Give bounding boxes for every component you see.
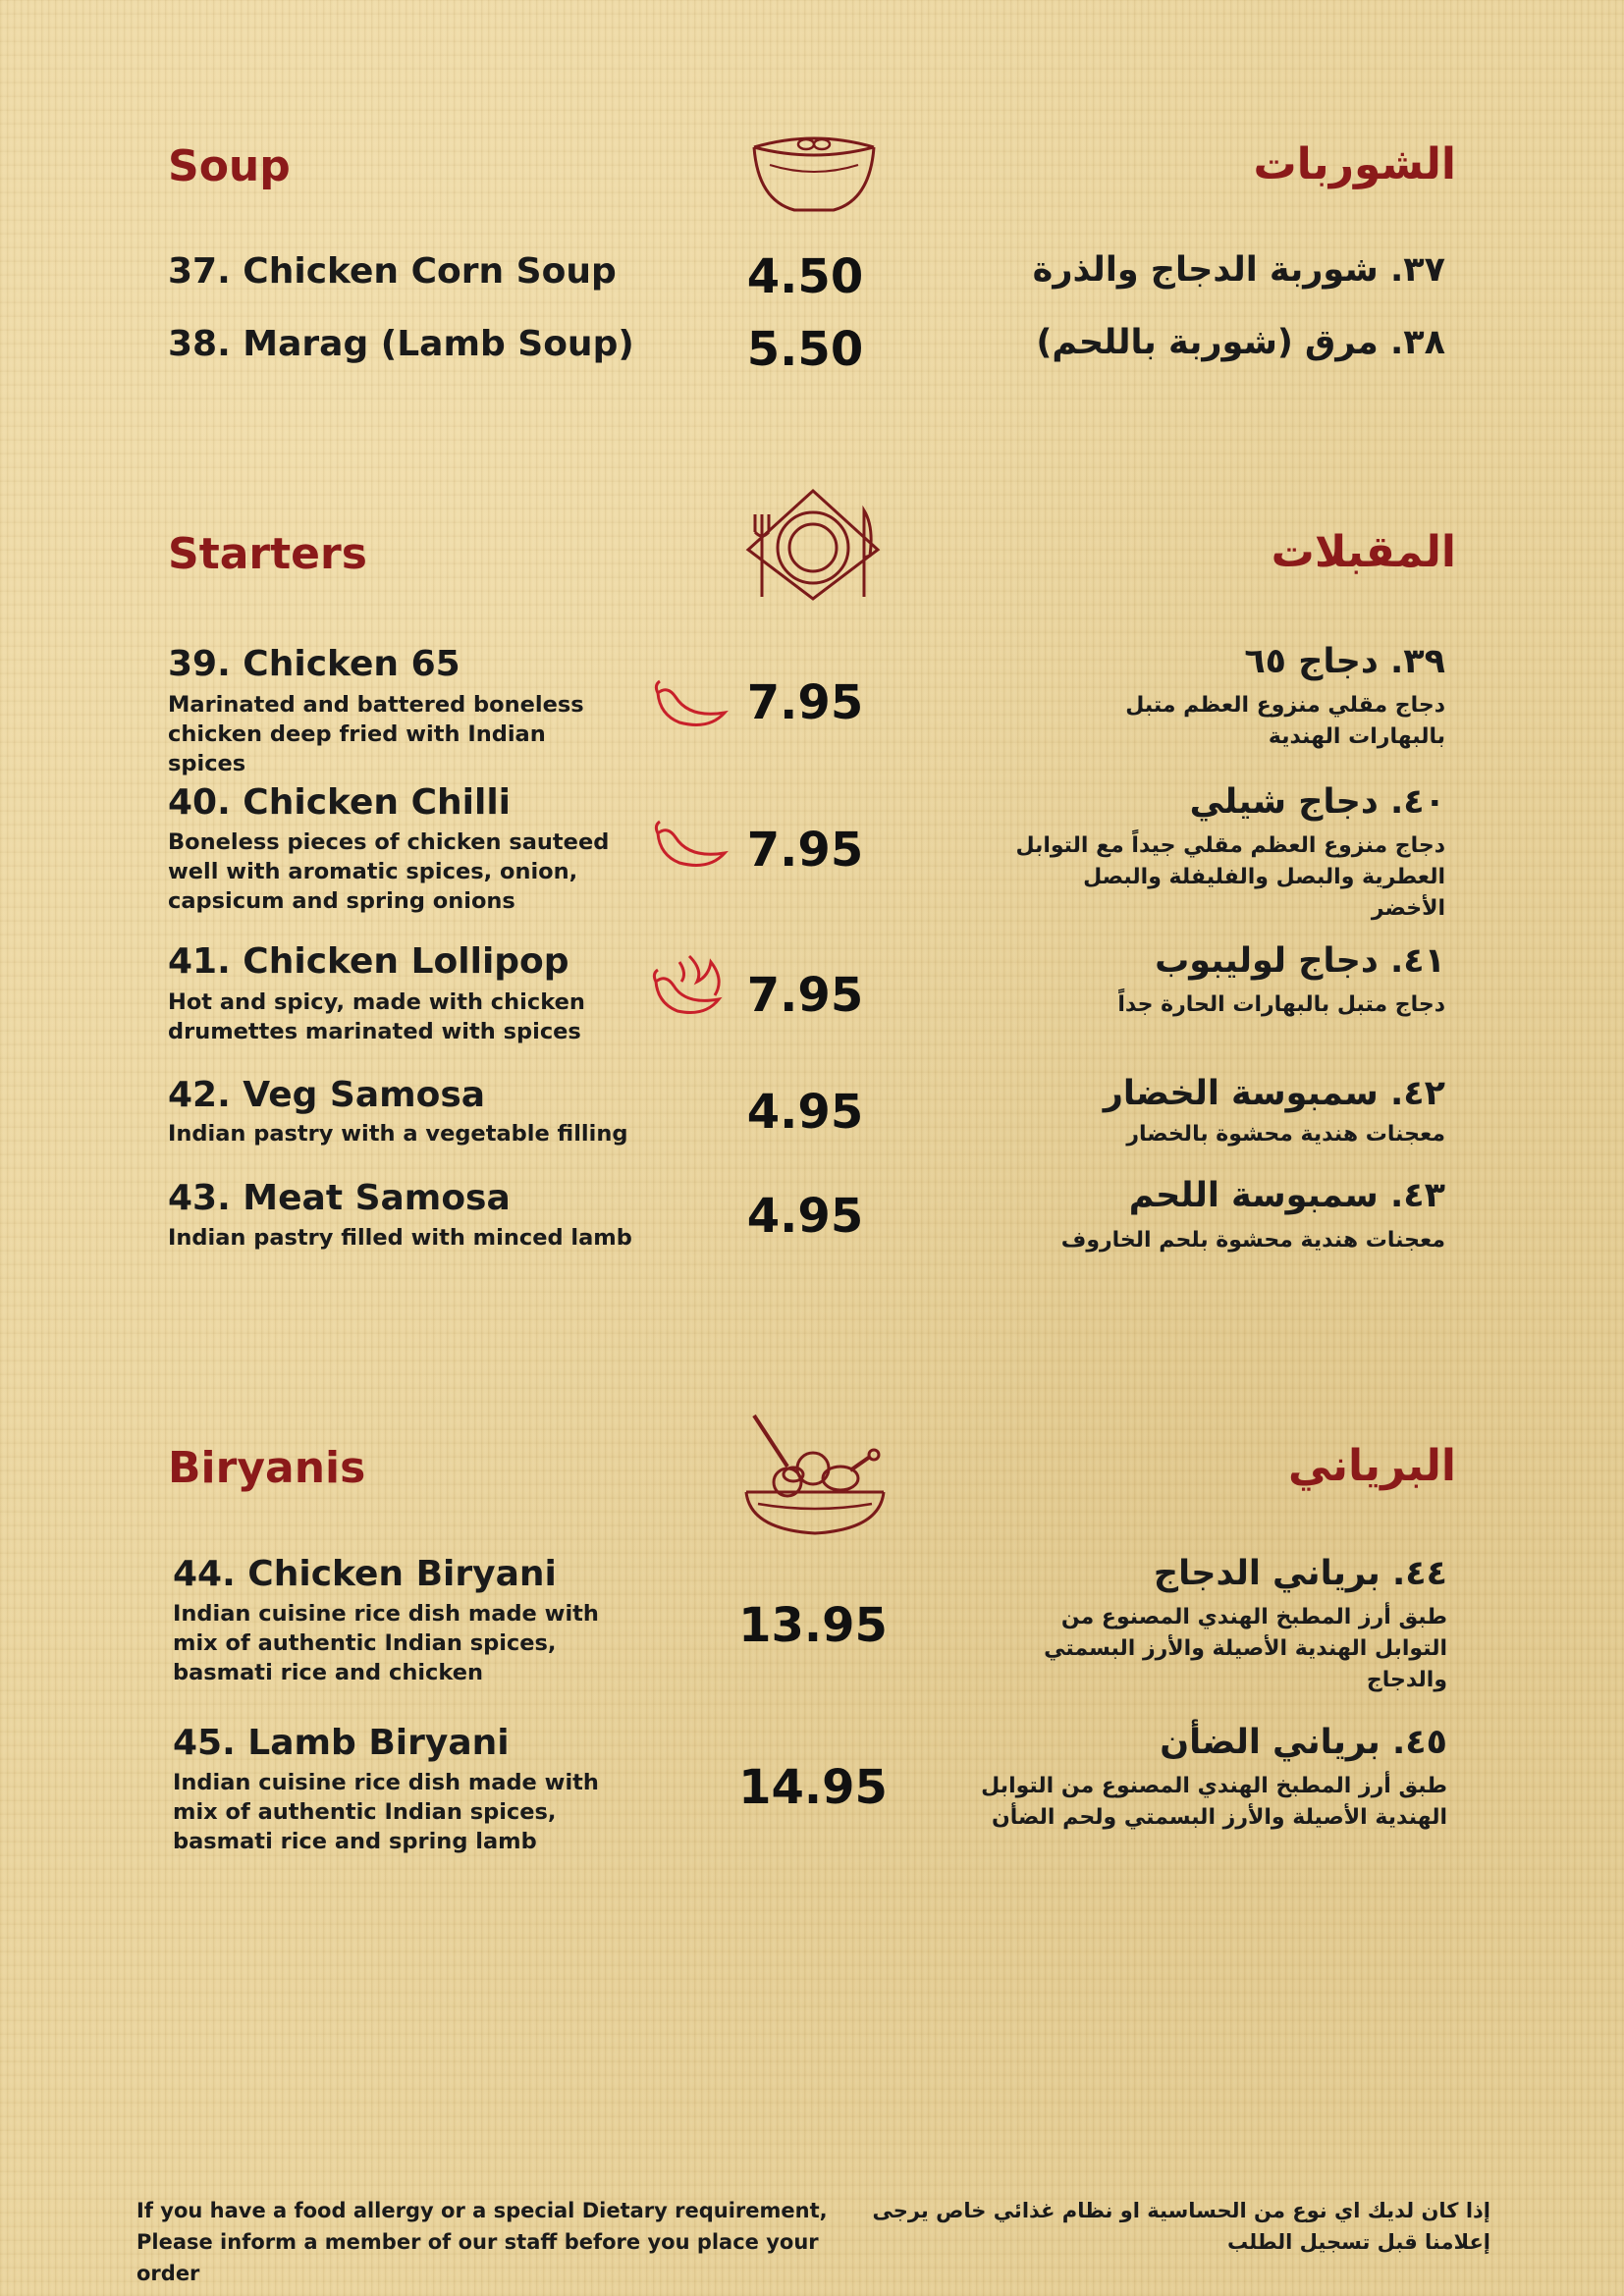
menu-item-price: 7.95 (746, 823, 864, 878)
allergy-notice-ar-line1: إذا كان لديك اي نوع من الحساسية او نظام غذائي خاص يرجى (872, 2199, 1490, 2222)
menu-item-description-ar: دجاج منزوع العظم مقلي جيداً مع التوابل العطرية والبصل والفليفلة والبصل الأخضر (1015, 833, 1445, 921)
menu-item-name: 44. Chicken Biryani (173, 1554, 557, 1594)
menu-item-price: 4.95 (746, 1189, 864, 1244)
hot-chili-icon (650, 952, 725, 1021)
menu-item-description: Hot and spicy, made with chicken drumettes marinated with spices (168, 989, 585, 1044)
menu-item-description: Indian pastry with a vegetable filling (168, 1121, 628, 1147)
plate-cutlery-icon (744, 487, 882, 605)
menu-item-description: Indian cuisine rice dish made with mix of authentic Indian spices, basmati rice and chicken (173, 1601, 599, 1685)
menu-item-name-ar: ٣٧. شوربة الدجاج والذرة (1032, 250, 1445, 290)
section-title-soup-ar: الشوربات (1253, 139, 1456, 189)
soup-bowl-icon (750, 132, 878, 220)
allergy-notice-line2: Please inform a member of our staff before you place your order (136, 2230, 819, 2285)
menu-item-price: 5.50 (746, 322, 864, 377)
menu-item-name: 41. Chicken Lollipop (168, 941, 569, 982)
menu-item-description: Marinated and battered boneless chicken deep fried with Indian spices (168, 692, 584, 776)
menu-item-price: 4.50 (746, 249, 864, 304)
menu-item-price: 7.95 (746, 675, 864, 730)
menu-item-name-ar: ٤٠. دجاج شيلي (1189, 782, 1445, 822)
section-title-biryanis: Biryanis (168, 1443, 366, 1493)
menu-item-name: 45. Lamb Biryani (173, 1723, 510, 1763)
section-title-starters-ar: المقبلات (1271, 527, 1456, 577)
allergy-notice (136, 2195, 883, 2289)
section-title-starters: Starters (168, 529, 367, 579)
menu-item-description-ar: طبق أرز المطبخ الهندي المصنوع من التوابل الهندية الأصيلة والأرز البسمتي ولحم الضأن (981, 1774, 1447, 1830)
menu-item-price: 4.95 (746, 1085, 864, 1140)
menu-item-name: 37. Chicken Corn Soup (168, 251, 617, 292)
allergy-notice-ar-line2: إعلامنا قبل تسجيل الطلب (1227, 2230, 1490, 2254)
menu-item-name-ar: ٣٩. دجاج ٦٥ (1244, 642, 1445, 681)
menu-item-name: 42. Veg Samosa (168, 1075, 486, 1115)
biryani-bowl-icon (742, 1412, 888, 1537)
menu-item-price: 7.95 (746, 968, 864, 1023)
menu-item-description-ar: دجاج متبل بالبهارات الحارة جداً (1117, 992, 1445, 1017)
menu-item-description: Indian cuisine rice dish made with mix of authentic Indian spices, basmati rice and spring lamb (173, 1770, 599, 1854)
section-title-biryanis-ar: البرياني (1287, 1441, 1456, 1491)
menu-item-description-ar: دجاج مقلي منزوع العظم متبل بالبهارات الهندية (1125, 693, 1445, 749)
menu-item-price: 14.95 (738, 1760, 888, 1815)
menu-item-name-ar: ٤٣. سمبوسة اللحم (1128, 1176, 1445, 1215)
menu-item-name: 43. Meat Samosa (168, 1178, 511, 1218)
menu-item-name-ar: ٤٢. سمبوسة الخضار (1103, 1074, 1445, 1113)
menu-item-name-ar: ٤١. دجاج لوليبوب (1155, 941, 1445, 981)
menu-item-price: 13.95 (738, 1598, 888, 1653)
allergy-notice-ar (862, 2195, 1490, 2258)
menu-item-description-ar: معجنات هندية محشوة بلحم الخاروف (1060, 1228, 1445, 1253)
menu-item-name-ar: ٤٥. برياني الضأن (1160, 1723, 1447, 1762)
menu-item-description-ar: معجنات هندية محشوة بالخضار (1126, 1122, 1445, 1147)
menu-item-name: 38. Marag (Lamb Soup) (168, 324, 634, 364)
allergy-notice-line1: If you have a food allergy or a special Dietary requirement, (136, 2199, 828, 2222)
menu-item-name-ar: ٤٤. برياني الدجاج (1153, 1554, 1447, 1593)
section-title-soup: Soup (168, 141, 291, 191)
menu-item-name-ar: ٣٨. مرق (شوربة باللحم) (1036, 323, 1445, 362)
menu-item-description-ar: طبق أرز المطبخ الهندي المصنوع من التوابل الهندية الأصيلة والأرز البسمتي والدجاج (1044, 1605, 1447, 1692)
menu-item-description: Indian pastry filled with minced lamb (168, 1225, 632, 1251)
menu-item-description: Boneless pieces of chicken sauteed well with aromatic spices, onion, capsicum and spring onions (168, 829, 610, 914)
menu-item-name: 39. Chicken 65 (168, 644, 460, 684)
menu-item-name: 40. Chicken Chilli (168, 782, 511, 823)
